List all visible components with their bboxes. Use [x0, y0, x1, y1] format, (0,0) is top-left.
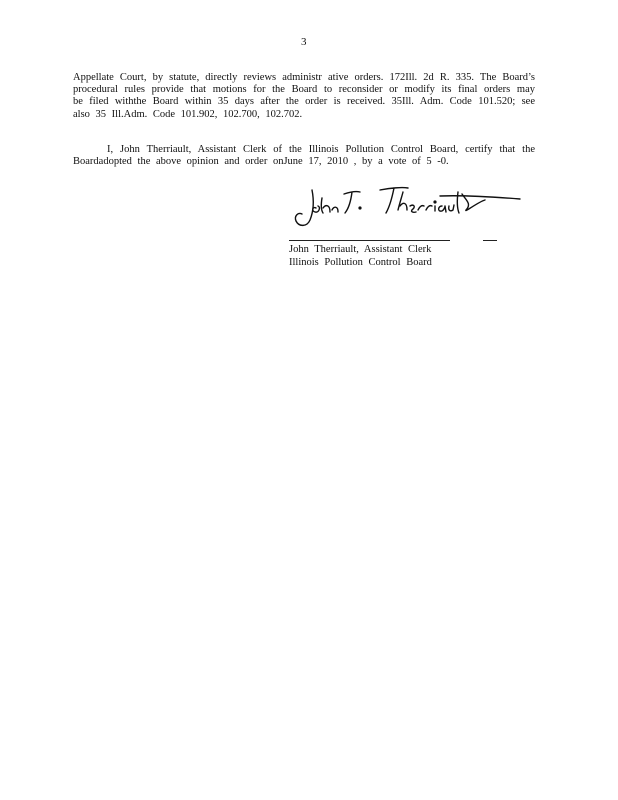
- signature-line: [289, 240, 450, 241]
- signer-organization: Illinois Pollution Control Board: [289, 256, 432, 268]
- page-number: 3: [301, 36, 307, 48]
- signature-block: [289, 244, 432, 269]
- signature-dash: [483, 240, 497, 241]
- signer-name-title: John Therriault, Assistant Clerk: [289, 244, 432, 255]
- paragraph-review-rules: Appellate Court, by statute, directly reviews administr ative orders. 172Ill. 2d R. 335. The Board’s procedural rules provide that motions for the Board to reconsider or modify its final orders may be filed withthe Board within 35 days after the order is received. 35Ill. Adm. Code 101.520; see also 35 Ill.Adm. Code 101.902, 102.700, 102.702.: [73, 72, 535, 120]
- paragraph-certification: I, John Therriault, Assistant Clerk of the Illinois Pollution Control Board, certify that the Boardadopted the above opinion and order onJune 17, 2010 , by a vote of 5 -0.: [73, 144, 535, 168]
- handwritten-signature: [290, 180, 525, 230]
